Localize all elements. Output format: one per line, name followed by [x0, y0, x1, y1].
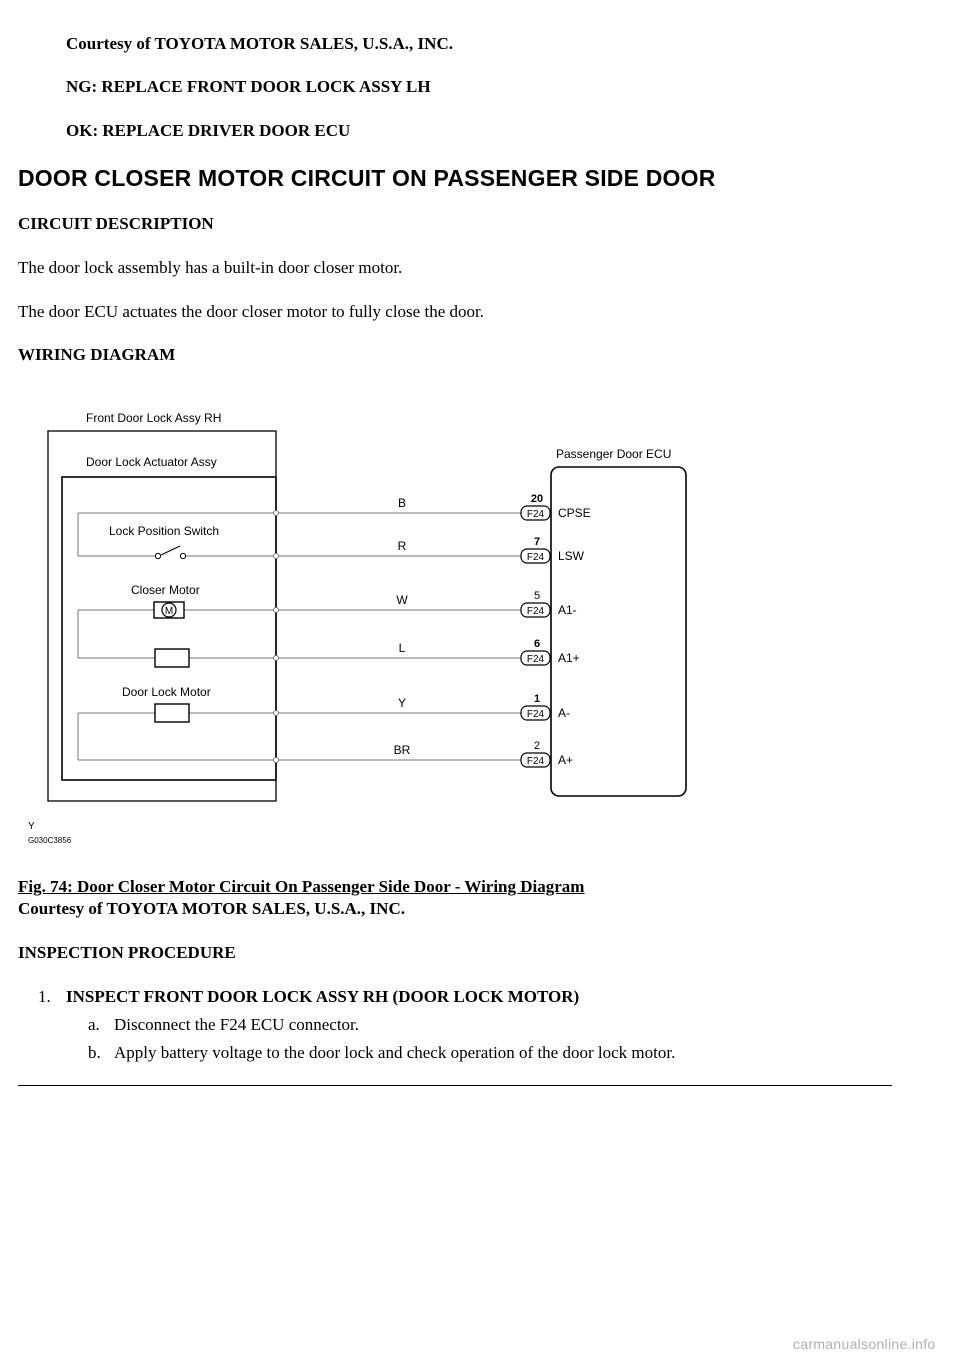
substep-a-text: Disconnect the F24 ECU connector.: [114, 1015, 360, 1034]
step-title: INSPECT FRONT DOOR LOCK ASSY RH (DOOR LOCK MOTOR): [66, 987, 580, 1006]
figure-id: G030C3856: [28, 836, 72, 845]
motor-symbol: M: [164, 606, 174, 617]
substep-b-text: Apply battery voltage to the door lock and check operation of the door lock motor.: [114, 1043, 676, 1062]
wire-color-label: BR: [393, 743, 411, 757]
junction-dot: [274, 656, 279, 661]
pin-number: 6: [533, 638, 541, 650]
junction-dot: [274, 608, 279, 613]
wire-color-label: B: [397, 496, 407, 510]
ok-result: OK: REPLACE DRIVER DOOR ECU: [66, 121, 351, 140]
ecu-terminal-label: A-: [558, 706, 570, 720]
wiring-diagram-heading: WIRING DIAGRAM: [18, 345, 176, 364]
description-line-1: The door lock assembly has a built-in door closer motor.: [18, 258, 403, 277]
door-lock-motor: [78, 685, 276, 760]
wiring-diagram: [0, 395, 720, 855]
wire-color-label: Y: [397, 696, 407, 710]
junction-dot: [274, 711, 279, 716]
substep-b-marker: b.: [88, 1043, 101, 1062]
pin-number: 7: [533, 536, 541, 548]
junction-dot: [274, 554, 279, 559]
wire-color-label: L: [398, 641, 406, 655]
step-number: 1.: [38, 987, 51, 1006]
horizontal-rule: [18, 1085, 892, 1086]
passenger-door-ecu-label: Passenger Door ECU: [556, 447, 672, 461]
connector-label: F24: [526, 654, 545, 665]
ng-result: NG: REPLACE FRONT DOOR LOCK ASSY LH: [66, 77, 431, 96]
inspection-procedure-heading: INSPECTION PROCEDURE: [18, 943, 236, 962]
connector-label: F24: [526, 552, 545, 563]
figure-courtesy: Courtesy of TOYOTA MOTOR SALES, U.S.A., INC.: [18, 899, 405, 918]
wire-color-label: R: [397, 539, 407, 553]
connector-label: F24: [526, 606, 545, 617]
lock-position-switch-label: Lock Position Switch: [109, 524, 220, 538]
pin-number: 20: [530, 493, 544, 505]
lock-position-switch: [78, 513, 276, 559]
figure-caption: Fig. 74: Door Closer Motor Circuit On Passenger Side Door - Wiring Diagram: [18, 877, 585, 896]
ecu-terminal-label: LSW: [558, 549, 585, 563]
ecu-terminal-label: A1-: [558, 603, 577, 617]
ecu-terminal-label: A1+: [558, 651, 580, 665]
ecu-terminal-label: CPSE: [558, 506, 591, 520]
pin-number: 5: [533, 590, 541, 602]
junction-dot: [274, 758, 279, 763]
closer-motor-label: Closer Motor: [131, 583, 200, 597]
door-lock-actuator-label: Door Lock Actuator Assy: [86, 455, 217, 469]
wire-group: [274, 493, 591, 767]
door-lock-motor-label: Door Lock Motor: [122, 685, 211, 699]
pin-number: 1: [533, 693, 541, 705]
pin-number: 2: [533, 740, 541, 752]
connector-label: F24: [526, 756, 545, 767]
watermark: carmanualsonline.info: [793, 1336, 936, 1352]
courtesy-line: Courtesy of TOYOTA MOTOR SALES, U.S.A., INC.: [66, 34, 453, 53]
ecu-terminal-label: A+: [558, 753, 574, 767]
closer-motor: [78, 583, 276, 667]
junction-dot: [274, 511, 279, 516]
door-lock-actuator-box: [62, 477, 276, 780]
circuit-description-heading: CIRCUIT DESCRIPTION: [18, 214, 214, 233]
substep-a-marker: a.: [88, 1015, 100, 1034]
connector-label: F24: [526, 709, 545, 720]
section-title: DOOR CLOSER MOTOR CIRCUIT ON PASSENGER SIDE DOOR: [18, 165, 716, 191]
front-door-lock-assy-label: Front Door Lock Assy RH: [86, 411, 222, 425]
connector-label: F24: [526, 509, 545, 520]
wire-color-label: W: [396, 593, 408, 607]
description-line-2: The door ECU actuates the door closer motor to fully close the door.: [18, 302, 484, 321]
corner-mark: Y: [28, 821, 35, 832]
